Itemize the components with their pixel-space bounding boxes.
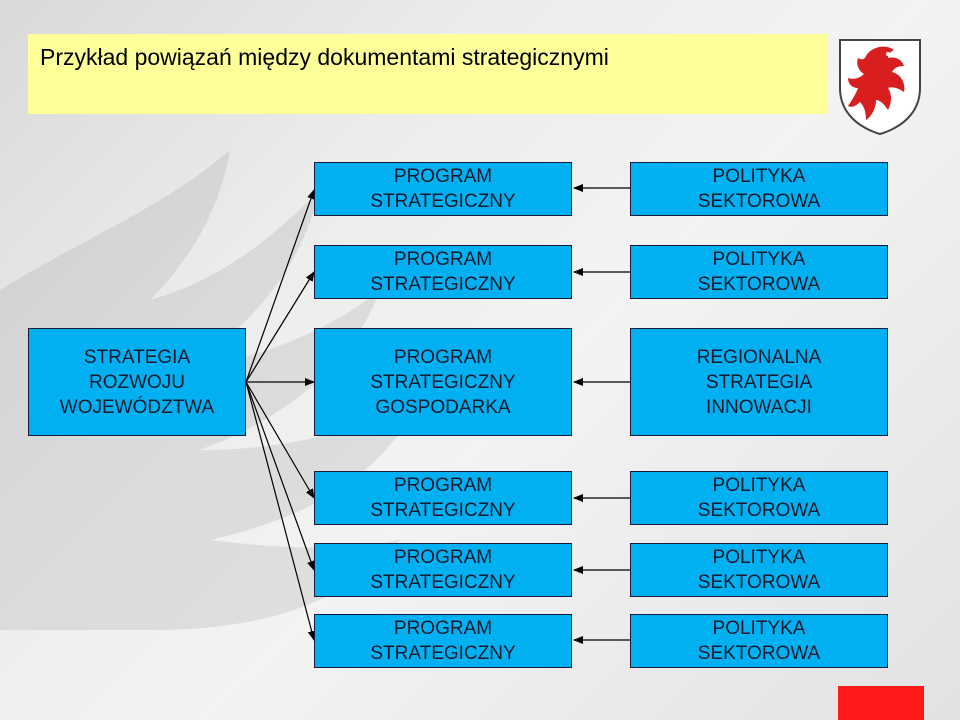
program-line: PROGRAM <box>393 346 493 368</box>
policy-box-1 <box>630 162 888 216</box>
program-line: PROGRAM <box>393 618 493 639</box>
program-box-1 <box>314 162 572 216</box>
policy-box-4 <box>630 471 888 525</box>
policy-line: POLITYKA <box>712 166 806 187</box>
program-line: STRATEGICZNY <box>370 500 516 521</box>
program-line: STRATEGICZNY <box>370 191 516 212</box>
connector-strategy-program-5 <box>246 382 314 570</box>
policy-line: POLITYKA <box>712 547 806 568</box>
policy-box-6 <box>630 614 888 668</box>
program-box-5 <box>314 543 572 597</box>
policy-line: POLITYKA <box>712 618 806 639</box>
policy-box-2 <box>630 245 888 299</box>
strategy-line: WOJEWÓDZTWA <box>59 396 215 418</box>
program-line: STRATEGICZNY <box>370 274 516 295</box>
policy-line: POLITYKA <box>712 475 806 496</box>
program-line: GOSPODARKA <box>375 396 511 418</box>
page-title: Przykład powiązań między dokumentami strategicznymi <box>40 44 609 70</box>
policy-line: SEKTOROWA <box>697 191 821 212</box>
program-line: STRATEGICZNY <box>370 371 516 393</box>
policy-line: INNOWACJI <box>706 396 812 418</box>
policy-line: SEKTOROWA <box>697 572 821 593</box>
policy-line: SEKTOROWA <box>697 643 821 664</box>
policy-box-5 <box>630 543 888 597</box>
program-box-gospodarka <box>314 328 572 436</box>
program-box-4 <box>314 471 572 525</box>
policy-line: STRATEGIA <box>705 371 813 393</box>
connector-strategy-program-2 <box>246 272 314 382</box>
program-box-2 <box>314 245 572 299</box>
program-line: STRATEGICZNY <box>370 572 516 593</box>
strategy-box <box>28 328 246 436</box>
connector-strategy-program-1 <box>246 190 314 382</box>
program-box-6 <box>314 614 572 668</box>
policy-line: POLITYKA <box>712 249 806 270</box>
strategy-line: ROZWOJU <box>88 371 186 393</box>
program-line: PROGRAM <box>393 249 493 270</box>
connector-strategy-program-4 <box>246 382 314 498</box>
innovation-strategy-box <box>630 328 888 436</box>
policy-line: SEKTOROWA <box>697 500 821 521</box>
strategy-line: STRATEGIA <box>83 346 191 368</box>
program-line: PROGRAM <box>393 547 493 568</box>
program-line: PROGRAM <box>393 166 493 187</box>
program-line: STRATEGICZNY <box>370 643 516 664</box>
policy-line: REGIONALNA <box>696 346 822 368</box>
red-corner-block <box>838 686 924 720</box>
program-line: PROGRAM <box>393 475 493 496</box>
connector-strategy-program-6 <box>246 382 314 640</box>
policy-line: SEKTOROWA <box>697 274 821 295</box>
